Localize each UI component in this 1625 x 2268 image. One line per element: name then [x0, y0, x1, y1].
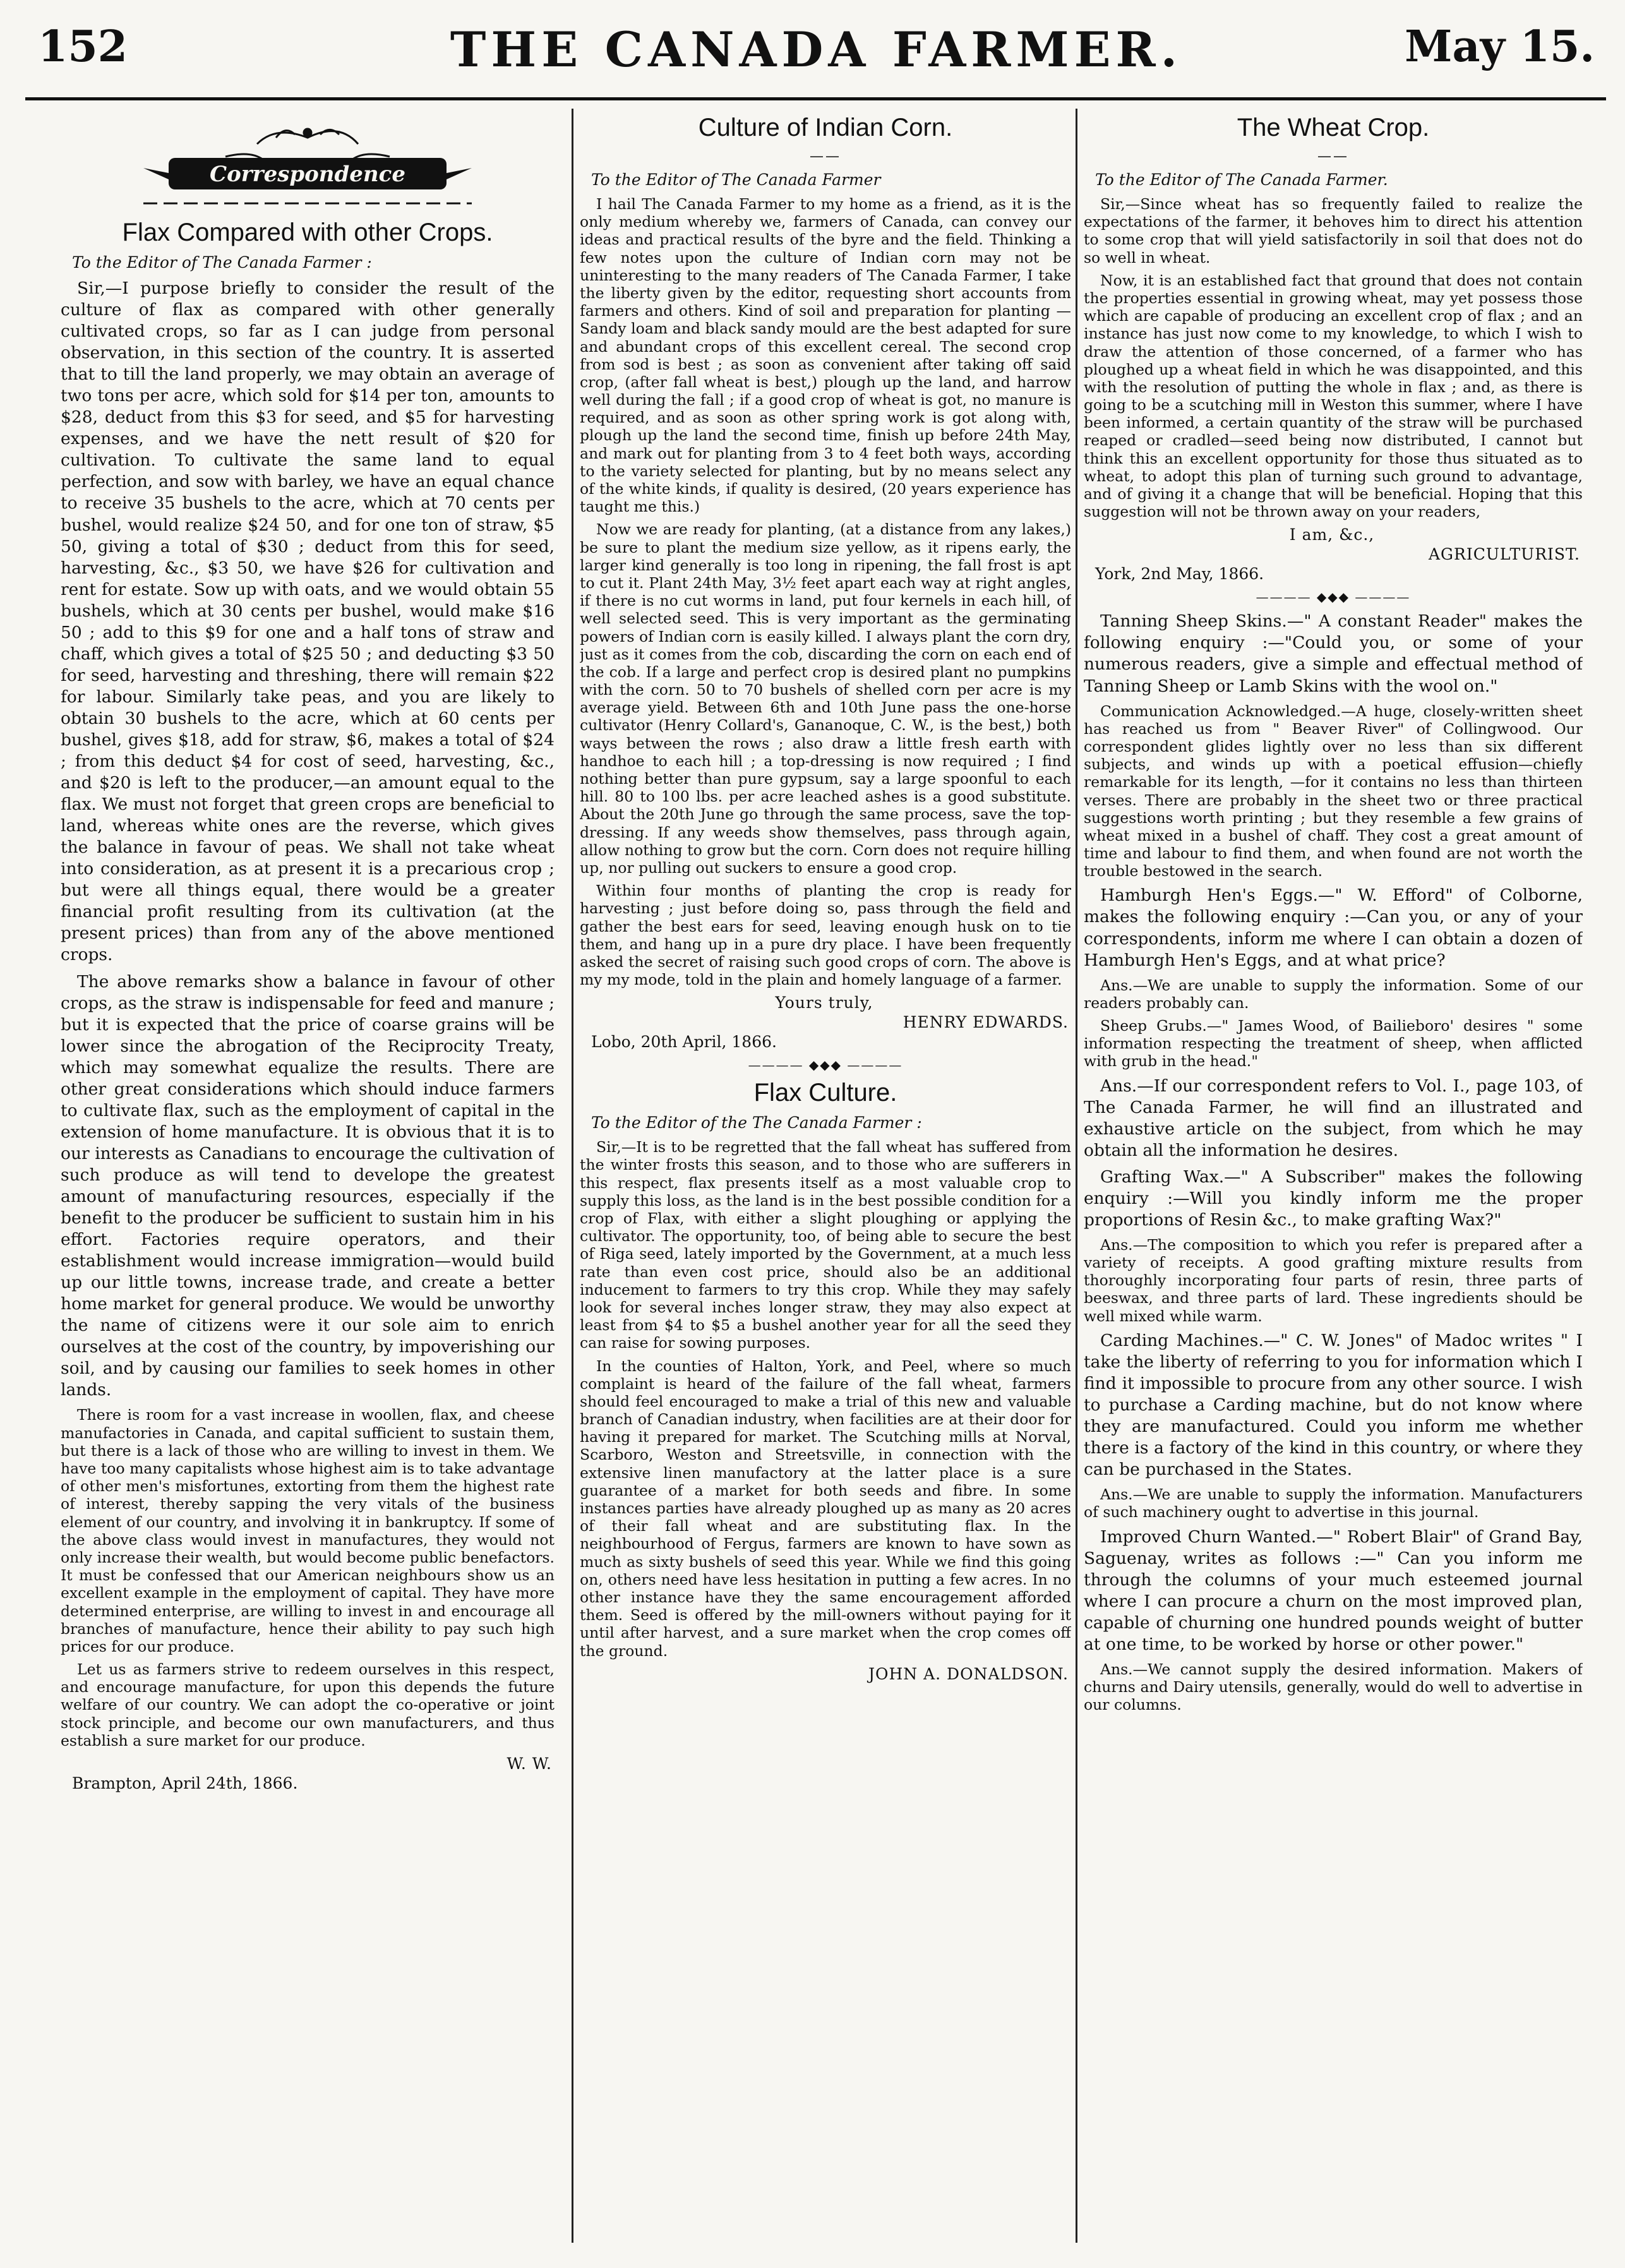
signature: W. W. [507, 1755, 552, 1773]
signature: HENRY EDWARDS. [902, 1013, 1069, 1032]
signature: JOHN A. DONALDSON. [868, 1664, 1069, 1683]
paragraph: Communication Acknowledged.—A huge, closely-written sheet has reached us from " Beaver River" of Collingwood. Our correspondent glides lightly over no less than six different subjects, and winds up with a poetical effusion—chiefly remarkable for its length, —for it contains no less than thirteen verses. There are probably in the sheet two or three practical suggestions worth printing ; but they resemble a few grains of wheat mixed in a bushel of chaff. They cost a great amount of time and labour to find them, and when found are not worth the trouble bestowed in the search. [1084, 702, 1583, 880]
article-heading: Flax Culture. [753, 1079, 897, 1107]
article-heading: Culture of Indian Corn. [698, 114, 953, 141]
short-rule: —— [1317, 148, 1349, 164]
closing: I am, &c., [1289, 525, 1375, 544]
masthead-label: Correspondence [210, 162, 405, 187]
paragraph: Carding Machines.—" C. W. Jones" of Madoc writes " I take the liberty of referring to you for information which I find it impossible to procure from any other source. I wish to purchase a Carding machine, but do not know where they are manufactured. Could you inform me whether there is a factory of the kind in this country, or where they can be purchased in the States. [1084, 1330, 1583, 1480]
paragraph: There is room for a vast increase in woollen, flax, and cheese manufactories in Canada, and capital sufficient to sustain them, but there is a lack of those who are willing to invest in them. We have too many capitalists whose highest aim is to take advantage of other men's misfortunes, extorting from them the highest rate of interest, thereby sapping the very vitals of the business element of our country, and involving it in bankruptcy. If some of the above class would invest in manufactures, they would not only increase their wealth, but would become public benefactors. It must be confessed that our American neighbours show us an excellent example in the employment of capital. They have more determined enterprise, are willing to invest in and encourage all branches of manufacture, hence their ability to pay such high prices for our produce. [61, 1406, 555, 1655]
paragraph: Ans.—The composition to which you refer is prepared after a variety of receipts. A good grafting mixture results from thoroughly incorporating four parts of resin, three parts of beeswax, and three parts of lard. These ingredients should be well mixed while warm. [1084, 1235, 1583, 1325]
header-rule [25, 97, 1606, 100]
editor-address: To the Editor of The Canada Farmer : [72, 253, 372, 272]
column-divider [572, 109, 573, 2243]
paragraph: Tanning Sheep Skins.—" A constant Reader" makes the following enquiry :—"Could you, or some of your numerous readers, give a simple and effectual method of Tanning Sheep or Lamb Skins with the wool on." [1084, 611, 1583, 696]
correspondence-masthead [61, 119, 555, 213]
editor-address: To the Editor of The Canada Farmer [591, 171, 881, 189]
ornamental-rule: ———— ◆◆◆ ———— [748, 1057, 903, 1073]
column-divider [1076, 109, 1077, 2243]
column-3 [1084, 109, 1583, 2243]
editor-address: To the Editor of the The Canada Farmer : [591, 1113, 922, 1132]
column-2 [580, 109, 1071, 2243]
paragraph: Ans.—We are unable to supply the information. Manufacturers of such machinery ought to advertise in this journal. [1084, 1485, 1583, 1521]
signature: AGRICULTURIST. [1428, 545, 1580, 564]
paragraph: Improved Churn Wanted.—" Robert Blair" of Grand Bay, Saguenay, writes as follows :—" Can you inform me through the columns of your much esteemed journal where I can procure a churn on the most improved plan, capable of churning one hundred pounds weight of butter at one time, to be worked by horse or other power." [1084, 1527, 1583, 1654]
paragraph: Sir,—It is to be regretted that the fall wheat has suffered from the winter frosts this season, and to those who are sufferers in this respect, flax presents itself as a most valuable crop to supply this loss, as the land is in the best possible condition for a crop of Flax, with either a slight ploughing or applying the cultivator. The opportunity, too, of being able to secure the best of Riga seed, lately imported by the Government, at a much less rate than even cost price, should also be an additional inducement to farmers to try this crop. While they may safely look for several inches longer straw, they may also expect at least from $4 to $5 a bushel another year for all the seed they can raise for sowing purposes. [580, 1138, 1071, 1352]
dateline: Brampton, April 24th, 1866. [72, 1774, 298, 1792]
paragraph: Ans.—We cannot supply the desired information. Makers of churns and Dairy utensils, generally, would do well to advertise in our columns. [1084, 1660, 1583, 1714]
paragraph: Sir,—Since wheat has so frequently failed to realize the expectations of the farmer, it behoves him to direct his attention to some crop that will yield satisfactorily in soil that does not do so well in wheat. [1084, 195, 1583, 267]
article-heading: Flax Compared with other Crops. [122, 219, 493, 246]
paragraph: Now we are ready for planting, (at a distance from any lakes,) be sure to plant the medium size yellow, as it ripens early, the larger kind generally is too long in ripening, the fall frost is apt to cut it. Plant 24th May, 3½ feet apart each way at right angles, if there is no cut worms in land, put four kernels in each hill, of well selected seed. This is very important as the germinating powers of Indian corn is easily killed. I always plant the corn dry, just as it comes from the cob, discarding the corn on each end of the cob. If a large and perfect crop is desired plant no pumpkins with the corn. 50 to 70 bushels of shelled corn per acre is my average yield. Between 6th and 10th June pass the one-horse cultivator (Henry Collard's, Gananoque, C. W., is the best,) both ways between the rows ; also draw a little fresh earth with handhoe to each hill ; a top-dressing is now required ; I find nothing better than pure gypsum, say a large spoonful to each hill. 80 to 100 lbs. per acre leached ashes is a good substitute. About the 20th June go through the same process, save the top-dressing. If any weeds show themselves, pass through again, allow nothing to grow but the corn. Corn does not require hilling up, nor pulling out suckers to ensure a good crop. [580, 520, 1071, 877]
page-number: 152 [38, 21, 128, 72]
short-rule: —— [810, 148, 841, 164]
paragraph: Within four months of planting the crop is ready for harvesting ; just before doing so, pass through the field and gather the best ears for seed, leaving enough husk on to tie them, and hang up in a pure dry place. I have been frequently asked the secret of raising such good crops of corn. The above is my my mode, told in the plain and homely language of a farmer. [580, 882, 1071, 989]
correspondence-logo [131, 119, 484, 213]
dateline: Lobo, 20th April, 1866. [591, 1033, 777, 1052]
paragraph: Let us as farmers strive to redeem ourselves in this respect, and encourage manufacture, for upon this depends the future welfare of our country. We can adopt the co-operative or joint stock principle, and become our own manufacturers, and thus establish a sure market for our produce. [61, 1660, 555, 1749]
ornamental-rule: ———— ◆◆◆ ———— [1256, 589, 1411, 605]
newspaper-title: THE CANADA FARMER. [450, 21, 1183, 78]
paragraph: The above remarks show a balance in favour of other crops, as the straw is indispensable for feed and manure ; but it is expected that the price of coarse grains will be lower since the abrogation of the Reciprocity Treaty, which may somewhat equalize the results. There are other great considerations which should induce farmers to cultivate flax, such as the employment of capital in the extension of home manufacture. It is obvious that it is to our interests as Canadians to encourage the cultivation of such produce as will tend to develope the greatest amount of manufacturing resources, especially if the benefit to the producer be sufficient to sustain him in his effort. Factories require operators, and their establishment would increase immigration—would build up our little towns, increase trade, and create a better home market for general produce. We would be unworthy the name of citizens were it our sole aim to enrich ourselves at the cost of the country, by impoverishing our soil, and by causing our families to seek homes in other lands. [61, 971, 555, 1400]
article-heading: The Wheat Crop. [1237, 114, 1430, 141]
page-header [38, 21, 1595, 97]
paragraph: Ans.—We are unable to supply the information. Some of our readers probably can. [1084, 976, 1583, 1012]
closing: Yours truly, [775, 993, 873, 1012]
editor-address: To the Editor of The Canada Farmer. [1095, 171, 1388, 189]
column-1 [61, 109, 555, 2243]
paragraph: Ans.—If our correspondent refers to Vol. I., page 103, of The Canada Farmer, he will find an illustrated and exhaustive article on the subject, from which he may obtain all the information he desires. [1084, 1076, 1583, 1160]
paragraph: Now, it is an established fact that ground that does not contain the properties essential in growing wheat, may yet possess those which are capable of producing an excellent crop of flax ; and an instance has just now come to my knowledge, to which I wish to draw the attention of those concerned, of a farmer who has ploughed up a wheat field in which he was disappointed, and this with the resolution of putting the whole in flax ; and, as there is going to be a scutching mill in Weston this summer, where I have been informed, a certain quantity of the straw will be purchased reaped or cradled—seed being now distributed, I cannot but think this an excellent opportunity for those thus situated as to wheat, to adopt this plan of turning such ground to advantage, and of giving it a change that will be beneficial. Hoping that this suggestion will not be thrown away on your readers, [1084, 271, 1583, 521]
paragraph: Sheep Grubs.—" James Wood, of Bailieboro' desires " some information respecting the treatment of sheep, when afflicted with grub in the head." [1084, 1017, 1583, 1071]
paragraph: In the counties of Halton, York, and Peel, where so much complaint is heard of the failure of the fall wheat, farmers should feel encouraged to make a trial of this new and valuable branch of Canadian industry, when facilities are at their door for having it prepared for market. The Scutching mills at Norval, Scarboro, Weston and Streetsville, in connection with the extensive linen manufactory at the latter place is a sure guarantee of a market for both seeds and fibre. In some instances parties have already ploughed up as many as 20 acres of their fall wheat and are substituting flax. In the neighbourhood of Fergus, farmers are known to have sown as much as sixty bushels of seed this year. While we find this going on, others need have less hesitation in putting a few acres. In no other instance have they the same encouragement afforded them. Seed is offered by the mill-owners without paying for it until after harvest, and a sure market when the crop comes off the ground. [580, 1357, 1071, 1660]
paragraph: Hamburgh Hen's Eggs.—" W. Efford" of Colborne, makes the following enquiry :—Can you, or any of your correspondents, inform me where I can obtain a dozen of Hamburgh Hen's Eggs, and at what price? [1084, 885, 1583, 970]
dateline: York, 2nd May, 1866. [1095, 565, 1264, 584]
paragraph: Grafting Wax.—" A Subscriber" makes the following enquiry :—Will you kindly inform me the proper proportions of Resin &c., to make grafting Wax?" [1084, 1167, 1583, 1230]
paragraph: Sir,—I purpose briefly to consider the result of the culture of flax as compared with other generally cultivated crops, so far as I can judge from personal observation, in this section of the country. It is asserted that to till the land properly, we may obtain an average of two tons per acre, which sold for $14 per ton, amounts to $28, deduct from this $3 for seed, and $5 for harvesting expenses, and we have the nett result of $20 for cultivation. To cultivate the same land to equal perfection, and sow with barley, we have an equal chance to receive 35 bushels to the acre, which at 70 cents per bushel, would realize $24 50, and for one ton of straw, $5 50, giving a total of $30 ; deduct from this for seed, harvesting, &c., $3 50, we have $26 for cultivation and rent for estate. Sow up with oats, and we would obtain 55 bushels, which at 30 cents per bushel, would make $16 50 ; add to this $9 for one and a half tons of straw and chaff, which gives a total of $25 50 ; and deducting $3 50 for seed, harvesting and threshing, there will remain $22 for labour. Similarly take peas, and you are likely to obtain 30 bushels to the acre, which at 60 cents per bushel, gives $18, add for straw, $6, makes a total of $24 ; from this deduct $4 for cost of seed, harvesting, &c., and $20 is left to the producer,—an amount equal to the flax. We must not forget that green crops are beneficial to land, whereas white ones are the reverse, which gives the balance in favour of peas. We shall not take wheat into consideration, as at present it is a precarious crop ; but were all things equal, there would be a greater financial profit resulting from its cultivation (at the present prices) than from any of the above mentioned crops. [61, 279, 555, 965]
issue-date: May 15. [1405, 21, 1595, 72]
paragraph: I hail The Canada Farmer to my home as a friend, as it is the only medium whereby we, farmers of Canada, can convey our ideas and practical results of the byre and the field. Thinking a few notes upon the culture of Indian corn may not be uninteresting to the many readers of The Canada Farmer, I take the liberty given by the editor, requesting short accounts from farmers and others. Kind of soil and preparation for planting —Sandy loam and black sandy mould are the best adapted for sure and abundant crops of this excellent cereal. The second crop from sod is best ; as soon as convenient after taking off said crop, (after fall wheat is best,) plough up the land, and harrow well during the fall ; if a good crop of wheat is got, no manure is required, and as soon as other spring work is got along with, plough up the land the second time, finish up before 24th May, and mark out for planting from 3 to 4 feet both ways, according to the variety selected for planting, but by no means select any of the white kinds, if quality is desired, (20 years experience has taught me this.) [580, 195, 1071, 516]
